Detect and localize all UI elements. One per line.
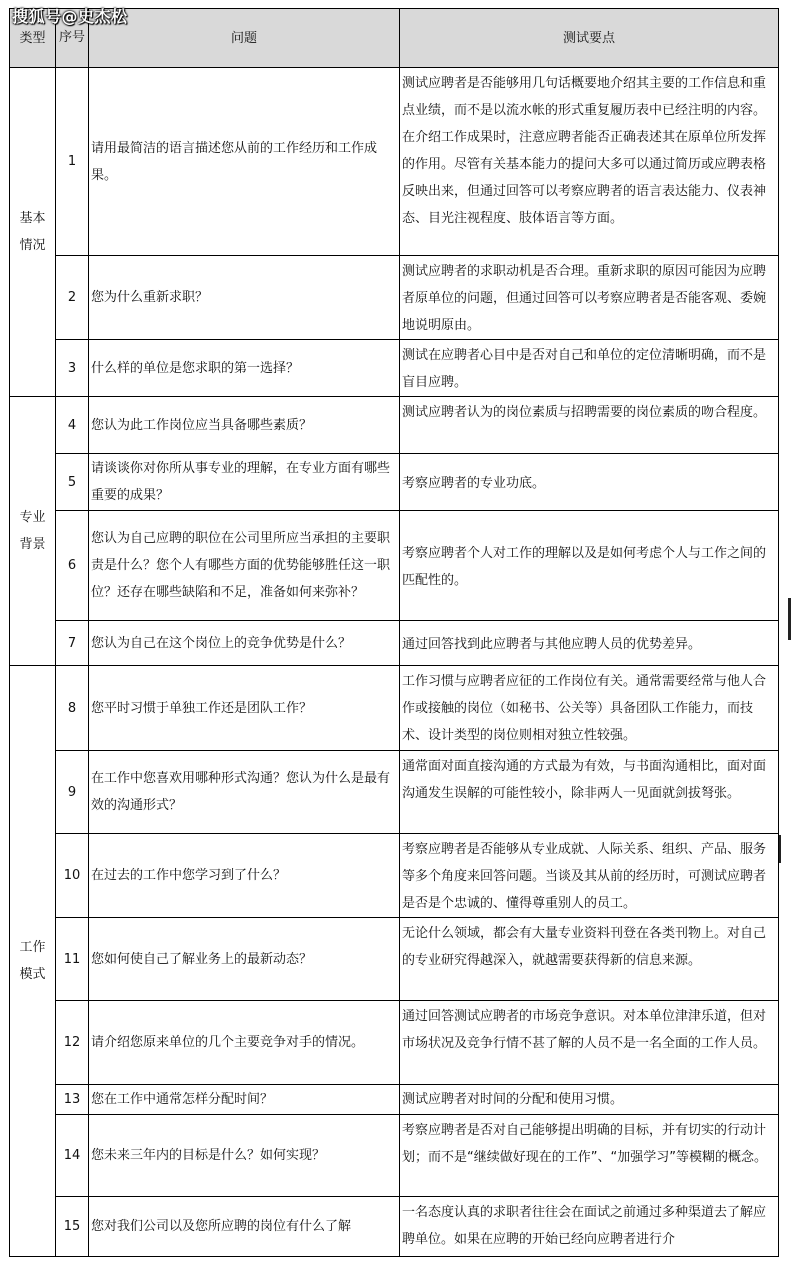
table-row xyxy=(10,834,779,918)
row-number: 4 xyxy=(56,397,89,454)
row-points: 测试应聘者对时间的分配和使用习惯。 xyxy=(400,1085,779,1115)
group-label: 专业背景 xyxy=(10,397,56,666)
group-label: 基本情况 xyxy=(10,68,56,397)
row-question: 请用最简洁的语言描述您从前的工作经历和工作成果。 xyxy=(89,68,400,256)
row-question: 您如何使自己了解业务上的最新动态？ xyxy=(89,918,400,1001)
row-points: 通过回答找到此应聘者与其他应聘人员的优势差异。 xyxy=(400,621,779,666)
table-row xyxy=(10,340,779,397)
row-points: 考察应聘者的专业功底。 xyxy=(400,454,779,511)
row-number: 2 xyxy=(56,256,89,340)
row-number: 12 xyxy=(56,1001,89,1085)
row-question: 在工作中您喜欢用哪种形式沟通？您认为什么是最有效的沟通形式？ xyxy=(89,751,400,834)
row-number: 6 xyxy=(56,511,89,621)
row-question: 请谈谈你对你所从事专业的理解，在专业方面有哪些重要的成果？ xyxy=(89,454,400,511)
row-question: 您平时习惯于单独工作还是团队工作？ xyxy=(89,666,400,751)
table-row xyxy=(10,751,779,834)
row-points: 无论什么领域，都会有大量专业资料刊登在各类刊物上。对自己的专业研究得越深入，就越需要获得新的信息来源。 xyxy=(400,918,779,1001)
row-number: 11 xyxy=(56,918,89,1001)
table-row xyxy=(10,621,779,666)
table-row xyxy=(10,1001,779,1085)
table-row xyxy=(10,1115,779,1197)
row-points: 通过回答测试应聘者的市场竞争意识。对本单位津津乐道，但对市场状况及竞争行情不甚了解的人员不是一名全面的工作人员。 xyxy=(400,1001,779,1085)
table-row xyxy=(10,68,779,256)
header-type: 类型 xyxy=(10,9,56,68)
row-number: 15 xyxy=(56,1197,89,1257)
row-points: 通常面对面直接沟通的方式最为有效，与书面沟通相比，面对面沟通发生误解的可能性较小，除非两人一见面就剑拔弩张。 xyxy=(400,751,779,834)
header-num: 序号 xyxy=(56,9,89,68)
row-number: 10 xyxy=(56,834,89,918)
row-points: 测试应聘者是否能够用几句话概要地介绍其主要的工作信息和重点业绩，而不是以流水帐的形式重复履历表中已经注明的内容。在介绍工作成果时，注意应聘者能否正确表述其在原单位所发挥的作用。尽管有关基本能力的提问大多可以通过简历或应聘表格反映出来，但通过回答可以考察应聘者的语言表达能力、仪表神态、目光注视程度、肢体语言等方面。 xyxy=(400,68,779,256)
row-number: 1 xyxy=(56,68,89,256)
table-row xyxy=(10,454,779,511)
row-points: 一名态度认真的求职者往往会在面试之前通过多种渠道去了解应聘单位。如果在应聘的开始已经向应聘者进行介 xyxy=(400,1197,779,1257)
table-row xyxy=(10,666,779,751)
row-question: 在过去的工作中您学习到了什么？ xyxy=(89,834,400,918)
table-row xyxy=(10,511,779,621)
row-question: 您对我们公司以及您所应聘的岗位有什么了解 xyxy=(89,1197,400,1257)
row-question: 您为什么重新求职？ xyxy=(89,256,400,340)
table-row xyxy=(10,256,779,340)
table-row xyxy=(10,1197,779,1257)
row-points: 考察应聘者是否对自己能够提出明确的目标，并有切实的行动计划；而不是“继续做好现在的工作”、“加强学习”等模糊的概念。 xyxy=(400,1115,779,1197)
row-question: 请介绍您原来单位的几个主要竞争对手的情况。 xyxy=(89,1001,400,1085)
header-question: 问题 xyxy=(89,9,400,68)
group-label: 工作模式 xyxy=(10,666,56,1257)
row-points: 测试应聘者认为的岗位素质与招聘需要的岗位素质的吻合程度。 xyxy=(400,397,779,454)
row-points: 工作习惯与应聘者应征的工作岗位有关。通常需要经常与他人合作或接触的岗位（如秘书、公关等）具备团队工作能力，而技术、设计类型的岗位则相对独立性较强。 xyxy=(400,666,779,751)
row-points: 测试应聘者的求职动机是否合理。重新求职的原因可能因为应聘者原单位的问题，但通过回答可以考察应聘者是否能客观、委婉地说明原由。 xyxy=(400,256,779,340)
row-number: 13 xyxy=(56,1085,89,1115)
table-row xyxy=(10,397,779,454)
row-number: 9 xyxy=(56,751,89,834)
watermark: 搜狐号@史杰松 xyxy=(12,7,128,26)
row-question: 您未来三年内的目标是什么？如何实现？ xyxy=(89,1115,400,1197)
row-question: 您认为此工作岗位应当具备哪些素质？ xyxy=(89,397,400,454)
row-question: 您在工作中通常怎样分配时间？ xyxy=(89,1085,400,1115)
row-question: 您认为自己应聘的职位在公司里所应当承担的主要职责是什么？您个人有哪些方面的优势能够胜任这一职位？还存在哪些缺陷和不足，准备如何来弥补？ xyxy=(89,511,400,621)
row-question: 您认为自己在这个岗位上的竞争优势是什么？ xyxy=(89,621,400,666)
scroll-edge-marker xyxy=(779,835,781,863)
row-question: 什么样的单位是您求职的第一选择？ xyxy=(89,340,400,397)
row-points: 考察应聘者个人对工作的理解以及是如何考虑个人与工作之间的匹配性的。 xyxy=(400,511,779,621)
interview-question-table xyxy=(9,8,779,1257)
row-points: 测试在应聘者心目中是否对自己和单位的定位清晰明确，而不是盲目应聘。 xyxy=(400,340,779,397)
row-number: 8 xyxy=(56,666,89,751)
row-number: 7 xyxy=(56,621,89,666)
header-points: 测试要点 xyxy=(400,9,779,68)
row-number: 3 xyxy=(56,340,89,397)
row-number: 14 xyxy=(56,1115,89,1197)
table-row xyxy=(10,1085,779,1115)
row-points: 考察应聘者是否能够从专业成就、人际关系、组织、产品、服务等多个角度来回答问题。当谈及其从前的经历时，可测试应聘者是否是个忠诚的、懂得尊重别人的员工。 xyxy=(400,834,779,918)
table-row xyxy=(10,918,779,1001)
row-number: 5 xyxy=(56,454,89,511)
